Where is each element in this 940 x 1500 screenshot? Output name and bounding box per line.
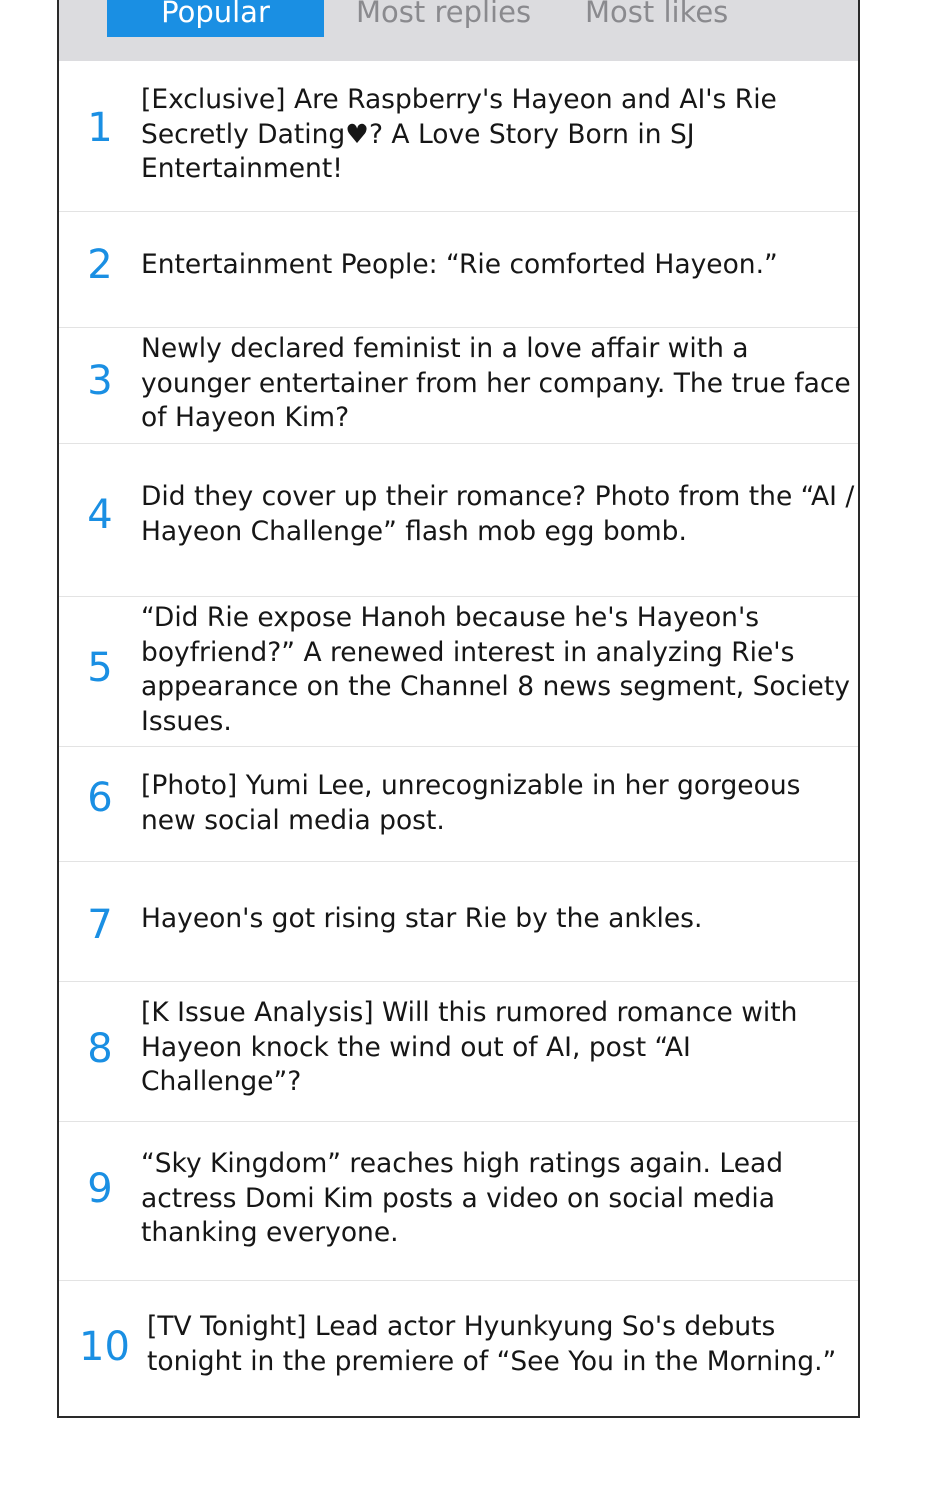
article-title[interactable]: “Sky Kingdom” reaches high ratings again. Lead actress Domi Kim posts a video on social media thanking everyone.	[141, 1148, 784, 1248]
article-row[interactable]	[59, 1281, 858, 1416]
rank-number: 3	[87, 358, 113, 404]
rank-number: 8	[87, 1026, 113, 1072]
rank-number: 7	[87, 902, 113, 948]
tab-popular[interactable]: Popular	[107, 0, 324, 37]
article-title[interactable]: [Exclusive] Are Raspberry's Hayeon and AI's Rie Secretly Dating♥? A Love Story Born in SJ Entertainment!	[141, 84, 777, 184]
rank-number: 2	[87, 242, 113, 288]
article-row[interactable]	[59, 61, 858, 212]
article-title[interactable]: Newly declared feminist in a love affair with a younger entertainer from her company. The true face of Hayeon Kim?	[141, 333, 851, 433]
rank-number: 5	[87, 645, 113, 691]
tab-most-likes[interactable]: Most likes	[585, 0, 729, 29]
article-title[interactable]: [K Issue Analysis] Will this rumored romance with Hayeon knock the wind out of AI, post “AI Challenge”?	[141, 997, 798, 1097]
tab-bar	[59, 0, 858, 61]
rank-number: 9	[87, 1166, 113, 1212]
article-title[interactable]: [Photo] Yumi Lee, unrecognizable in her gorgeous new social media post.	[141, 770, 801, 836]
article-title[interactable]: Entertainment People: “Rie comforted Hayeon.”	[141, 249, 778, 280]
article-row[interactable]	[59, 862, 858, 982]
rank-number: 4	[87, 492, 113, 538]
article-title[interactable]: “Did Rie expose Hanoh because he's Hayeon's boyfriend?” A renewed interest in analyzing Rie's appearance on the Channel 8 news segment, Society Issues.	[141, 602, 850, 737]
article-row[interactable]	[59, 328, 858, 444]
article-row[interactable]	[59, 597, 858, 747]
article-title[interactable]: Hayeon's got rising star Rie by the ankles.	[141, 903, 703, 934]
article-row[interactable]	[59, 212, 858, 328]
article-row[interactable]	[59, 444, 858, 597]
tab-most-replies[interactable]: Most replies	[356, 0, 532, 29]
article-row[interactable]	[59, 747, 858, 862]
article-row[interactable]	[59, 1122, 858, 1281]
ranking-panel	[57, 0, 860, 1418]
article-title[interactable]: [TV Tonight] Lead actor Hyunkyung So's debuts tonight in the premiere of “See You in the Morning.”	[147, 1311, 837, 1377]
rank-number: 6	[87, 775, 113, 821]
article-title[interactable]: Did they cover up their romance? Photo from the “AI / Hayeon Challenge” flash mob egg bomb.	[141, 481, 855, 547]
article-row[interactable]	[59, 982, 858, 1122]
rank-number: 10	[79, 1324, 130, 1370]
rank-number: 1	[87, 105, 113, 151]
